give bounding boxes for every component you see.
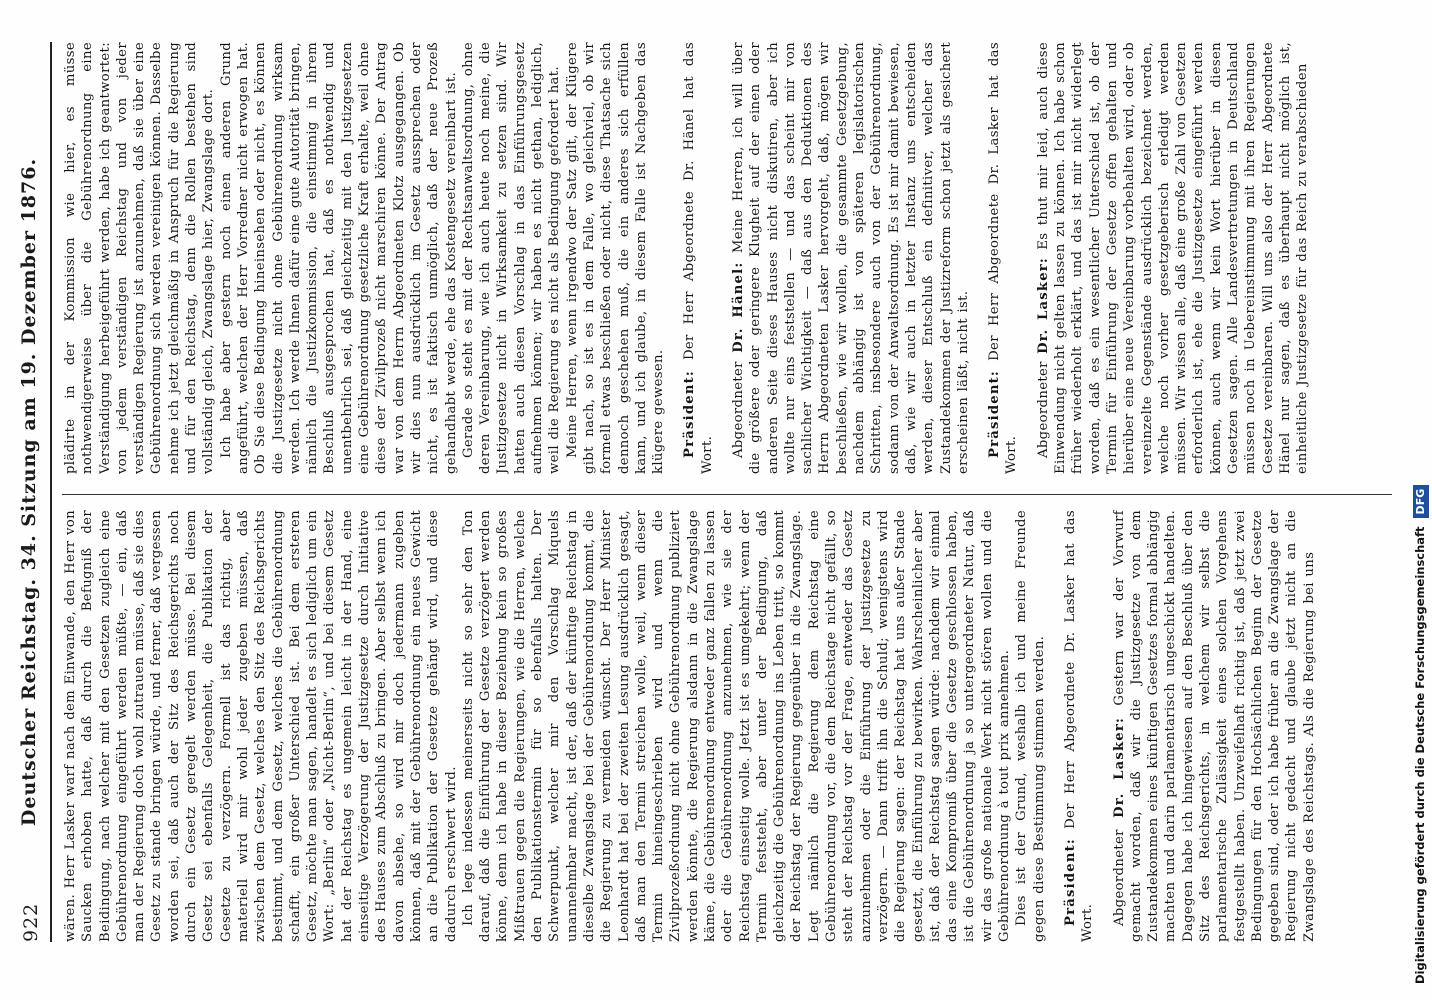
- left-column: [62, 510, 1392, 942]
- spacer: [972, 42, 986, 474]
- speaker-name: Dr. Lasker:: [1111, 716, 1127, 818]
- right-column: [62, 42, 1392, 474]
- running-head: [16, 42, 50, 942]
- paragraph: plädirte in der Kommission wie hier, es müsse nothwendigerweise über die Gebührenordnung eine Verständigung herbeigeführt werden, habe ich geantwortet: von jedem verständigen Reichstag und von jeder verständigen Regierung ist anzunehmen, daß sie über eine Gebührenordnung sich werden vereinigen können. Dasselbe nehme ich jetzt gleichmäßig in Anspruch für die Regierung und für den Reichstag, denn die Rollen bestehen sind vollständig gleich, Zwangslage hier, Zwangslage dort.: [63, 42, 217, 474]
- speaker-prefix: Abgeordneter: [1111, 829, 1127, 926]
- paragraph: Ich lege indessen meinerseits nicht so sehr den Ton darauf, daß die Einführung der Gesetze verzögert werden könne, denn ich habe in dieser Beziehung kein so großes Mißtrauen gegen die Regierungen, wie die Herren, welche den Publikationstermin für so ebenfalls halten. Der Schwerpunkt, welcher mir den Vorschlag Miquels unannehmbar macht, ist der, daß der künftige Reichstag in dieselbe Zwangslage bei der Gebührenordnung kommt, die die Regierung zu vermeiden wünscht. Der Herr Minister Leonhardt hat bei der zweiten Lesung ausdrücklich gesagt, daß man den Termin streichen wolle, weil, wenn dieser Termin hineingeschrieben wird und wenn die Zivilprozeßordnung nicht ohne Gebührenordnung publiziert werden könnte, die Regierung alsdann in die Zwangslage käme, die Gebührenordnung entweder ganz fallen zu lassen oder die Gebührenordnung anzunehmen, wie sie der Reichstag einseitig wolle. Jetzt ist es umgekehrt; wenn der Termin feststeht, aber unter der Bedingung, daß gleichzeitig die Gebührenordnung ins Leben tritt, so kommt der Reichstag der Regierung gegenüber in die Zwangslage. Legt nämlich die Regierung dem Reichstag eine Gebührenordnung vor, die dem Reichstage nicht gefällt, so steht der Reichstag vor der Frage, entweder das Gesetz anzunehmen oder die Einführung der Justizgesetze zu verzögern. — Dann trifft ihn die Schuld; wenigstens wird die Regierung sagen: der Reichstag hat uns außer Stande gesetzt, die Einführung zu bewirken. Wahrscheinlicher aber ist, daß der Reichstag sagen würde: nachdem wir einmal das eine Kompromiß über die Gesetze geschlossen haben, ist die Gebührenordnung ja so untergeordneter Natur, daß wir das große nationale Werk nicht stören wollen und die Gebührenordnung à tout prix annehmen.: [460, 510, 1013, 942]
- speech: [1111, 510, 1319, 942]
- paragraph: wären. Herr Lasker warf nach dem Einwande, den Herr von Saucken erhoben hatte, daß durch die Befugniß der Beidingung, nach welcher mit den Gesetzen zugleich eine Gebührenordnung eingeführt werden müßte, — ein, daß man der Regierung doch wohl zutrauen müsse, daß sie dies Gesetz zu stande bringen würde, und ferner, daß vergessen worden sei, daß auch der Sitz des Reichsgerichts noch durch ein Gesetz geregelt werden müsse. Bei diesem Gesetz sei ebenfalls Gelegenheit, die Publikation der Gesetze zu verzögern. Formell ist das richtig, aber materiell wird mir wohl jeder zugeben müssen, daß zwischen dem Gesetz, welches den Sitz des Reichsgerichts bestimmt, und dem Gesetz, welches die Gebührenordnung schafft, ein großer Unterschied ist. Bei dem ersteren Gesetz, möchte man sagen, handelt es sich lediglich um ein Wort: „Berlin“ oder „Nicht-Berlin“, und bei diesem Gesetz hat der Reichstag es ungemein leicht in der Hand, eine einseitige Verzögerung der Justizgesetze durch Initiative des Hauses zum Abschluß zu bringen. Aber selbst wenn ich davon absehe, so wird mir doch jedermann zugeben können, daß mit der Gebührenordnung ein neues Gewicht an die Publikation der Gesetze gehängt wird, und diese dadurch erschwert wird.: [63, 510, 459, 942]
- president-line: [1062, 510, 1097, 942]
- president-line: [986, 42, 1021, 474]
- speech: [1035, 42, 1312, 474]
- spacer: [667, 42, 681, 474]
- president-text: Der Herr Abgeordnete Dr. Lasker hat das Wort.: [987, 42, 1020, 474]
- digitization-credit: [1408, 10, 1428, 990]
- paragraph: Dies ist der Grund, weshalb ich und meine Freunde gegen diese Bestimmung stimmen werden.: [1014, 510, 1047, 942]
- speech-text: Meine Herren, ich will über die größere oder geringere Klugheit auf der einen oder anderen Seite dieses Hauses nicht diskutiren, aber ich wollte nur eins feststellen — und das scheint mir von sachlicher Wichtigkeit — daß aus den Deduktionen des Herrn Abgeordneten Lasker hervorgeht, daß, mögen wir beschließen, wie wir wollen, die gesammte Gesetzgebung, nachdem abhängig ist von späteren legislatorischen Schritten, insbesondere auch von der Gebührenordnung, sodann von der Anwaltsordnung. Es ist mir damit bewiesen, daß, wie wir auch in letzter Instanz uns entscheiden werden, dieser Entschluß ein definitiver, welcher das Zustandekommen der Justizreform schon jetzt als gesichert erscheinen läßt, nicht ist.: [730, 42, 971, 474]
- column-rule: [62, 494, 1392, 495]
- paragraph: Ich habe aber gestern noch einen anderen Grund angeführt, welchen der Herr Vorredner nicht erwogen hat. Ob Sie diese Bedingung hineinsehen oder nicht, es können die Justizgesetze nicht ohne Gebührenordnung wirksam werden. Ich werde Ihnen dafür eine gute Autorität bringen, nämlich die Justizkommission, die einstimmig in ihrem Beschluß ausgesprochen hat, daß es nothwendig und unentbehrlich sei, daß gleichzeitig mit den Justizgesetzen eine Gebührenordnung gesetzliche Kraft erhalte, weil ohne diese der Zivilprozeß nicht marschiren könne. Der Antrag war von dem Herrn Abgeordneten Klotz ausgegangen. Ob wir dies nun ausdrücklich im Gesetz aussprechen oder nicht, es ist faktisch unmöglich, daß der neue Prozeß gehandhabt werde, ehe das Kostengesetz vereinbart ist.: [218, 42, 459, 474]
- page-number: 922: [20, 902, 42, 942]
- spacer: [1097, 510, 1111, 942]
- paragraph: Meine Herren, wenn irgendwo der Satz gilt, der Klügere gibt nach, so ist es in dem Falle, wo gleichviel, ob wir formell etwas beschließen oder nicht, diese Thatsache sich dennoch geschehen muß, die ein anderes sich erfüllen kann, und ich glaube, in diesem Falle ist Nachgeben das klügere gewesen.: [564, 42, 667, 474]
- speaker-name: Dr. Lasker:: [1035, 256, 1051, 354]
- speech: [730, 42, 972, 474]
- header-rule: [50, 42, 52, 942]
- credit-line: [1410, 4, 1430, 990]
- president-text: Der Herr Abgeordnete Dr. Lasker hat das Wort.: [1062, 510, 1096, 942]
- speech-text: Gestern war der Vorwurf gemacht worden, daß wir die Justizgesetze von dem Zustandekommen eines künftigen Gesetzes formal abhängig machten und darin parlamentarisch ungeschickt handelten. Dagegen habe ich hingewiesen auf den Beschluß über den Sitz des Reichsgerichts, in welchem wir selbst die parlamentarische Zulässigkeit eines solchen Vorgehens festgestellt haben. Unzweifelhaft richtig ist, daß jetzt zwei Bedingungen für den Hochsächlichen Beginn der Gesetze gegeben sind, oder ich habe früher an die Zwangslage der Regierung nicht gedacht und glaube jetzt nicht an die Zwangslage des Reichstags. Als die Regierung bei uns: [1111, 510, 1317, 942]
- president-text: Der Herr Abgeordnete Dr. Hänel hat das Wort.: [682, 42, 715, 474]
- dfg-logo: DFG: [1413, 485, 1429, 519]
- president-label: Präsident:: [1062, 837, 1078, 926]
- paragraph: Gerade so steht es mit der Rechtsanwaltsordnung, ohne deren Vereinbarung, wie ich auch heute noch meine, die Justizgesetze nicht in Wirksamkeit zu setzen sind. Wir hatten auch diesen Vorschlag in das Einführungsgesetz aufnehmen können; wir haben es nicht gethan, lediglich, weil die Regierung es nicht als Bedingung gefordert hat.: [460, 42, 563, 474]
- president-label: Präsident:: [682, 369, 698, 458]
- speaker-name: Dr. Hänel:: [730, 261, 746, 353]
- spacer: [716, 42, 730, 474]
- president-line: [681, 42, 716, 474]
- speaker-prefix: Abgeordneter: [1035, 361, 1051, 458]
- speaker-prefix: Abgeordneter: [730, 361, 746, 458]
- spacer: [1048, 510, 1062, 942]
- credit-text: Digitalisierung gefördert durch die Deutsche Forschungsgemeinschaft: [1413, 526, 1427, 984]
- spacer: [1021, 42, 1035, 474]
- speech-text: Es thut mir leid, auch diese Einwendung nicht gelten lassen zu können. Ich habe schon früher wiederholt erklärt, und das ist mir nicht widerlegt worden, daß es ein wesentlicher Unterschied ist, ob der Termin für Einführung der Gesetze offen gehalten und hierüber eine neue Vereinbarung vorbehalten wird, oder ob vereinzelte Gegenstände ausdrücklich bezeichnet werden, welche noch vorher gesetzgeberisch erledigt werden müssen. Wir wissen alle, daß eine große Zahl von Gesetzen erforderlich ist, ehe die Justizgesetze eingeführt werden können, auch wenn wir kein Wort hierüber in diesen Gesetzen sagen. Alle Landesvertretungen in Deutschland müssen noch in Uebereinstimmung mit ihren Regierungen Gesetze vereinbaren. Will uns also der Herr Abgeordnete Hänel nur sagen, daß es überhaupt nicht möglich ist, einheitliche Justizgesetze für das Reich zu verabschieden: [1035, 42, 1311, 474]
- president-label: Präsident:: [987, 369, 1003, 458]
- page-title: Deutscher Reichstag. 34. Sitzung am 19. Dezember 1876.: [18, 157, 40, 827]
